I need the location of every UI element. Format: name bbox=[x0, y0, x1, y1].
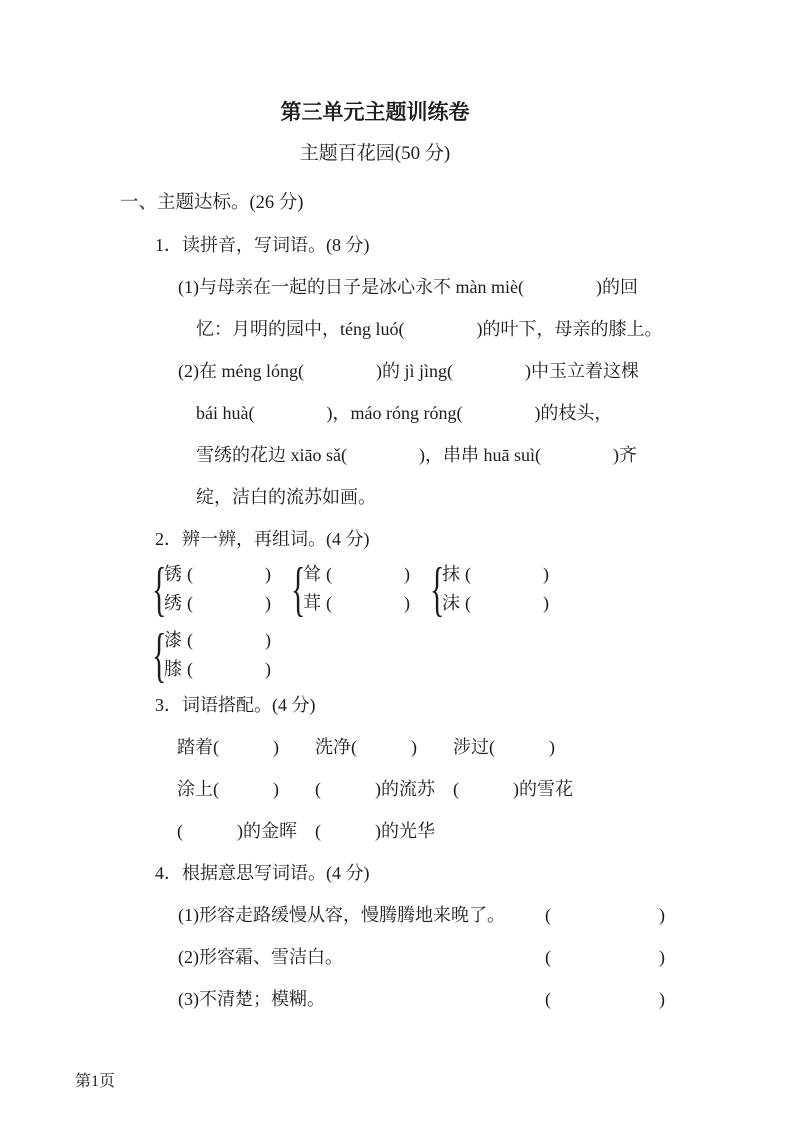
character: 沫 bbox=[442, 593, 460, 613]
character: 抹 bbox=[442, 564, 460, 584]
match-item: 踏着( ) bbox=[177, 737, 279, 757]
answer-blank: ( ) bbox=[465, 593, 549, 613]
pair-column bbox=[164, 560, 271, 618]
exam-subtitle: 主题百花园(50 分) bbox=[299, 143, 451, 164]
pair-line bbox=[164, 626, 271, 655]
question-1-heading: 1．读拼音，写词语。(8 分) bbox=[155, 235, 370, 255]
definition-text: (1)形容走路缓慢从容，慢腾腾地来晚了。 bbox=[178, 905, 505, 925]
pinyin-fill-line: 绽，洁白的流苏如画。 bbox=[196, 487, 376, 507]
definition-text: (2)形容霜、雪洁白。 bbox=[178, 947, 343, 967]
pair-line bbox=[164, 589, 271, 618]
pair-line bbox=[442, 589, 549, 618]
page-number: 第1页 bbox=[75, 1073, 116, 1090]
match-item: ( )的金晖 bbox=[177, 821, 297, 841]
question-2-heading: 2．辨一辨，再组词。(4 分) bbox=[155, 529, 370, 549]
answer-blank: ( ) bbox=[187, 564, 271, 584]
brace-icon: { bbox=[291, 556, 306, 622]
answer-blank: ( ) bbox=[187, 593, 271, 613]
pinyin-fill-line: (2)在 méng lóng( )的 jì jìng( )中玉立着这棵 bbox=[178, 361, 639, 381]
pinyin-fill-line: 忆：月明的园中，téng luó( )的叶下，母亲的膝上。 bbox=[196, 319, 663, 339]
question-2 bbox=[0, 518, 793, 688]
exam-title: 第三单元主题训练卷 bbox=[280, 101, 470, 124]
match-item: 涉过( ) bbox=[453, 737, 555, 757]
pinyin-fill-line: bái huà( )，máo róng róng( )的枝头， bbox=[196, 403, 613, 423]
question-4-heading: 4．根据意思写词语。(4 分) bbox=[155, 863, 370, 883]
question-1 bbox=[0, 224, 793, 518]
word-pair-group bbox=[148, 622, 271, 688]
answer-blank: ( ) bbox=[326, 564, 410, 584]
word-pair-group bbox=[426, 556, 549, 622]
answer-blank: ( ) bbox=[465, 564, 549, 584]
pair-line bbox=[442, 560, 549, 589]
match-item: ( )的流苏 bbox=[315, 779, 435, 799]
pair-line bbox=[164, 655, 271, 684]
character: 膝 bbox=[164, 659, 182, 679]
answer-blank: ( ) bbox=[187, 659, 271, 679]
definition-line bbox=[0, 894, 793, 936]
match-row bbox=[0, 726, 793, 768]
question-3-heading: 3．词语搭配。(4 分) bbox=[155, 695, 316, 715]
pair-line bbox=[164, 560, 271, 589]
definition-line bbox=[0, 978, 793, 1020]
pair-column bbox=[303, 560, 410, 618]
question-3 bbox=[0, 684, 793, 852]
definition-line bbox=[0, 936, 793, 978]
pair-line bbox=[303, 589, 410, 618]
match-item: ( )的光华 bbox=[315, 821, 435, 841]
pinyin-fill-line: 雪绣的花边 xiāo sǎ( )，串串 huā suì( )齐 bbox=[196, 445, 637, 465]
match-item: 洗净( ) bbox=[315, 737, 417, 757]
definition-text: (3)不清楚；模糊。 bbox=[178, 989, 325, 1009]
word-pair-row bbox=[0, 556, 793, 622]
brace-icon: { bbox=[430, 556, 445, 622]
answer-blank: ( ) bbox=[545, 947, 665, 967]
answer-blank: ( ) bbox=[545, 905, 665, 925]
word-pair-row bbox=[0, 622, 793, 688]
answer-blank: ( ) bbox=[187, 630, 271, 650]
pair-line bbox=[303, 560, 410, 589]
section-1-heading: 一、主题达标。(26 分) bbox=[120, 193, 304, 213]
match-item: ( )的雪花 bbox=[453, 779, 573, 799]
character: 绣 bbox=[164, 593, 182, 613]
word-pair-group bbox=[287, 556, 410, 622]
answer-blank: ( ) bbox=[326, 593, 410, 613]
brace-icon: { bbox=[152, 622, 167, 688]
word-pair-group bbox=[148, 556, 271, 622]
character: 耸 bbox=[303, 564, 321, 584]
answer-blank: ( ) bbox=[545, 989, 665, 1009]
character: 漆 bbox=[164, 630, 182, 650]
character: 锈 bbox=[164, 564, 182, 584]
match-item: 涂上( ) bbox=[177, 779, 279, 799]
character: 茸 bbox=[303, 593, 321, 613]
match-row bbox=[0, 768, 793, 810]
pair-column bbox=[164, 626, 271, 684]
match-row bbox=[0, 810, 793, 852]
pair-column bbox=[442, 560, 549, 618]
brace-icon: { bbox=[152, 556, 167, 622]
question-4 bbox=[0, 852, 793, 1020]
pinyin-fill-line: (1)与母亲在一起的日子是冰心永不 màn miè( )的回 bbox=[178, 277, 638, 297]
